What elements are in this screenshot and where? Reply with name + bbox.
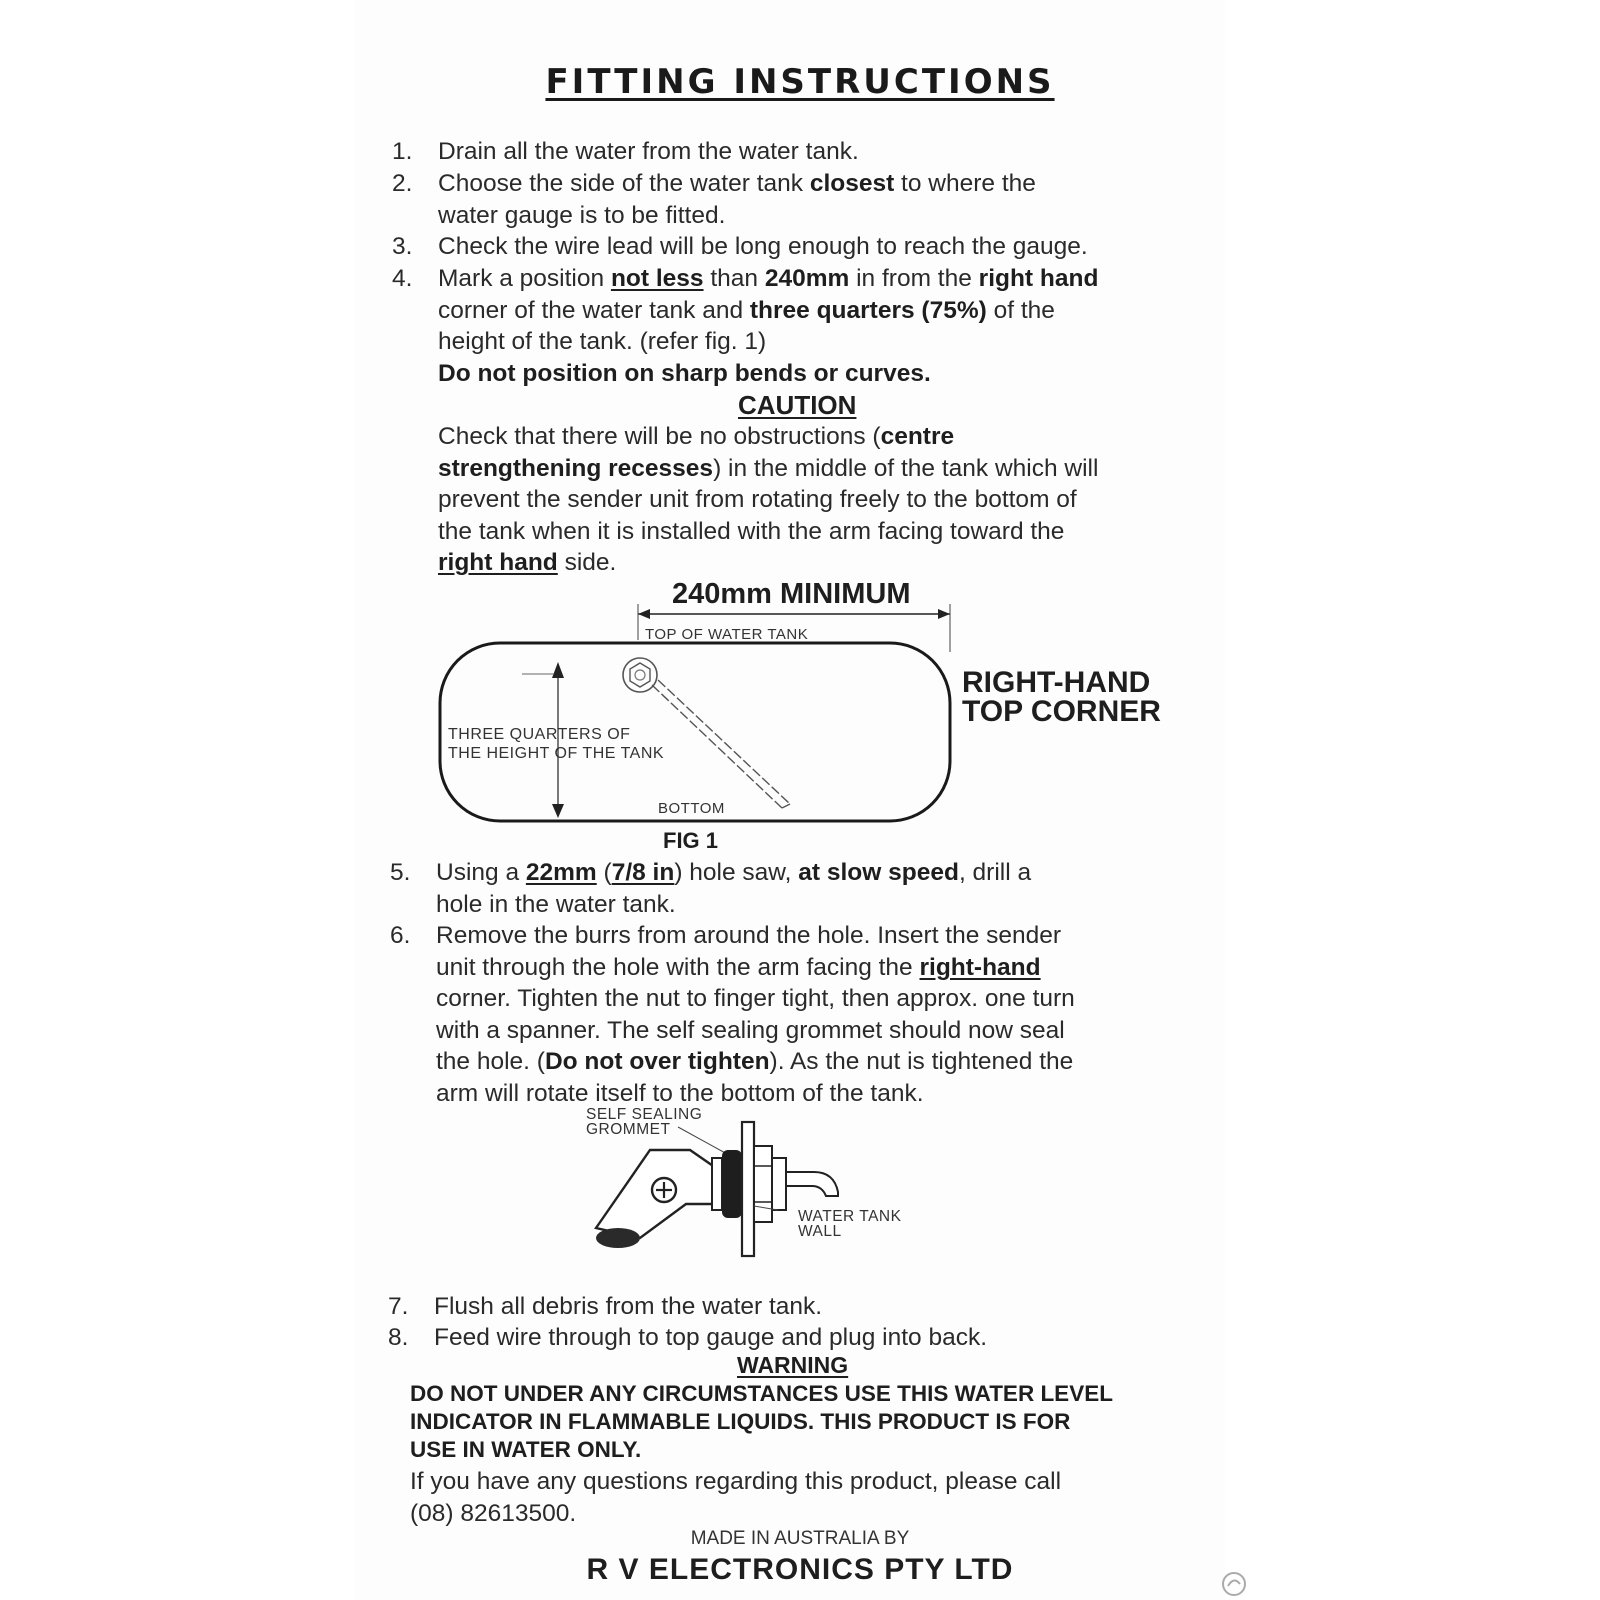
step-8-text: Feed wire through to top gauge and plug into back. xyxy=(434,1324,987,1351)
caution-heading: CAUTION xyxy=(738,390,857,420)
step-6-number: 6. xyxy=(390,922,411,949)
step-5-number: 5. xyxy=(390,859,411,886)
step-2-text: Choose the side of the water tank closest to where the water gauge is to be fitted. xyxy=(438,170,1036,229)
warning-heading: WARNING xyxy=(737,1352,849,1378)
contact-text: If you have any questions regarding this product, please call (08) 82613500. xyxy=(410,1468,1062,1527)
caution-text: Check that there will be no obstructions (centre strengthening recesses) in the middle of the tank which will prevent the sender unit from rotating freely to the bottom of the tank when it is installed with the arm facing toward the right hand side. xyxy=(438,423,1099,576)
fig1-height-label: THREE QUARTERS OF THE HEIGHT OF THE TANK xyxy=(448,726,665,762)
fig1-dimension-label: 240mm MINIMUM xyxy=(672,578,911,610)
fig2-grommet-label: SELF SEALING GROMMET xyxy=(586,1106,703,1138)
fig2-wall-label: WATER TANK WALL xyxy=(798,1208,902,1240)
page-title: FITTING INSTRUCTIONS xyxy=(545,62,1055,102)
step-3-number: 3. xyxy=(392,233,413,260)
step-4-text: Mark a position not less than 240mm in from the right hand corner of the water tank and three quarters (75%) of the height of the tank. (refer fig. 1) Do not position on sharp bends or curves. xyxy=(438,265,1099,387)
step-2-number: 2. xyxy=(392,170,413,197)
fig1-caption: FIG 1 xyxy=(663,828,719,853)
fig1-corner-label: RIGHT-HAND TOP CORNER xyxy=(962,666,1161,728)
step-7-text: Flush all debris from the water tank. xyxy=(434,1293,823,1320)
company-name: R V ELECTRONICS PTY LTD xyxy=(586,1553,1014,1586)
step-4-number: 4. xyxy=(392,265,413,292)
step-6-text: Remove the burrs from around the hole. Insert the sender unit through the hole with the arm facing the right-hand corner. Tighten the nut to finger tight, then approx. one turn with a spanner. The self sealing grommet should now seal the hole. (Do not over tighten). As the nut is tightened the arm will rotate itself to the bottom of the tank. xyxy=(436,922,1075,1107)
step-1-number: 1. xyxy=(392,138,413,165)
warning-text: DO NOT UNDER ANY CIRCUMSTANCES USE THIS WATER LEVEL INDICATOR IN FLAMMABLE LIQUIDS. THIS PRODUCT IS FOR USE IN WATER ONLY. xyxy=(410,1381,1113,1462)
step-7-number: 7. xyxy=(388,1293,409,1320)
step-1-text: Drain all the water from the water tank. xyxy=(438,138,859,165)
fig1-top-label: TOP OF WATER TANK xyxy=(645,626,809,643)
step-5-text: Using a 22mm (7/8 in) hole saw, at slow speed, drill a hole in the water tank. xyxy=(436,859,1032,918)
step-3-text: Check the wire lead will be long enough to reach the gauge. xyxy=(438,233,1088,260)
corner-logo-icon xyxy=(1220,1570,1248,1598)
fig1-bottom-label: BOTTOM xyxy=(658,800,725,817)
made-in-label: MADE IN AUSTRALIA BY xyxy=(690,1528,910,1549)
step-8-number: 8. xyxy=(388,1324,409,1351)
